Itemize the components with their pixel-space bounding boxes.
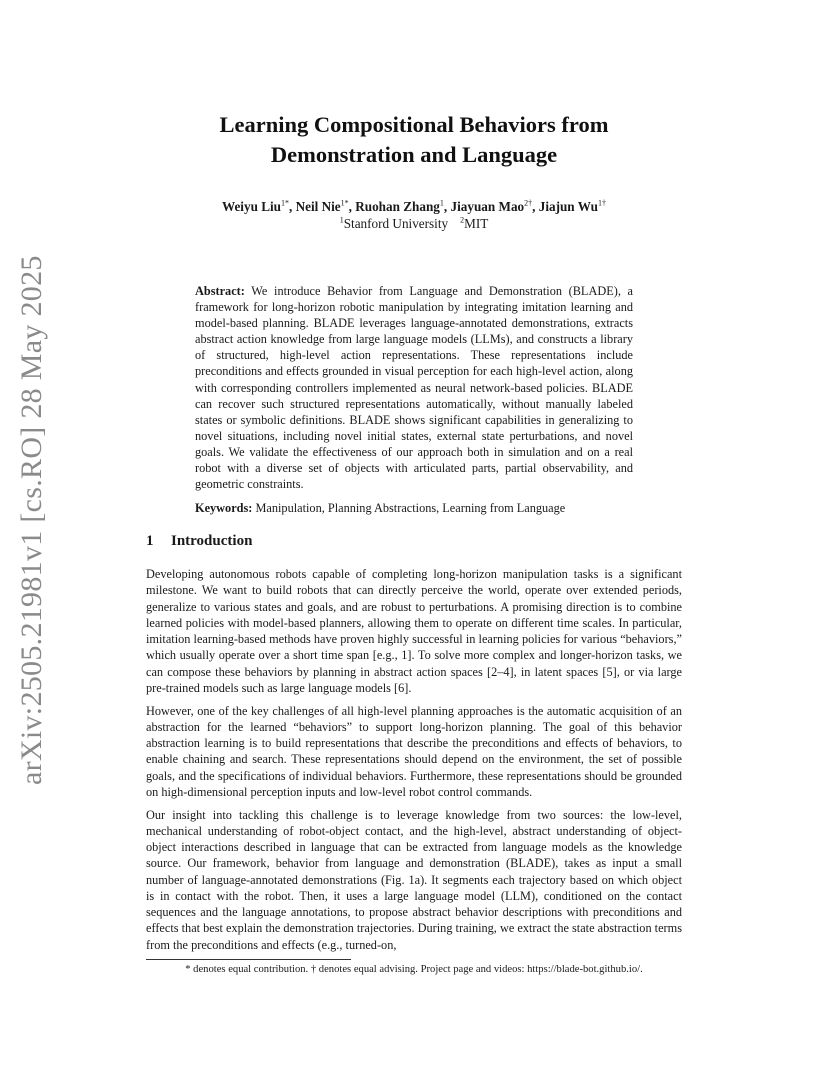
author-mark: 2†	[524, 198, 533, 208]
author-name: Neil Nie	[295, 199, 341, 214]
section-heading	[146, 531, 682, 551]
author-mark: 1*	[340, 198, 349, 208]
author-mark: 1*	[281, 198, 289, 208]
body-paragraph: However, one of the key challenges of all high-level planning approaches is the automatic acquisition of an abstraction for the learned “behaviors” to support long-horizon planning. The goal of this behavior abstraction learning is to build representations that describe the preconditions and effects of behaviors, to enable chaining and search. These representations should depend on the environment, the set of possible goals, and the specifications of individual behaviors. Furthermore, these representations should be grounded on high-dimensional perception inputs and low-level robot control commands.	[146, 703, 682, 799]
affiliation-name: Stanford University	[343, 216, 449, 231]
footnote-divider	[146, 959, 351, 960]
author-name: Weiyu Liu	[222, 199, 281, 214]
affiliation-name: MIT	[464, 216, 489, 231]
abstract	[195, 283, 633, 492]
arxiv-identifier-stamp: arXiv:2505.21981v1 [cs.RO] 28 May 2025	[15, 255, 48, 785]
body-paragraph: Our insight into tackling this challenge is to leverage knowledge from two sources: the low-level, mechanical understanding of robot-object contact, and the high-level, abstract understanding of object-object interactions described in language that can be extracted from language models as the knowledge source. Our framework, behavior from language and demonstration (BLADE), takes as input a small number of language-annotated demonstrations (Fig. 1a). It segments each trajectory based on which object is in contact with the robot. Then, it uses a large language model (LLM), conditioned on the contact sequences and the language annotations, to propose abstract behavior descriptions with preconditions and effects that best explain the demonstration trajectories. During training, we extract the state abstraction terms from the preconditions and effects (e.g., turned-on,	[146, 807, 682, 952]
abstract-text: We introduce Behavior from Language and Demonstration (BLADE), a framework for long-horizon robotic manipulation by integrating imitation learning and model-based planning. BLADE leverages language-annotated demonstrations, extracts abstract action knowledge from large language models (LLMs), and constructs a library of structured, high-level action representations. These representations include preconditions and effects grounded in visual perception for each high-level action, along with corresponding controllers implemented as neural network-based policies. BLADE can recover such structured representations automatically, without manually labeled states or symbolic definitions. BLADE shows significant capabilities in generalizing to novel situations, including novel initial states, external state perturbations, and novel goals. We validate the effectiveness of our approach both in simulation and on a real robot with a diverse set of objects with articulated parts, partial observability, and geometric constraints.	[195, 284, 633, 492]
affiliation-mark: 1	[339, 215, 344, 225]
keywords-label: Keywords:	[195, 501, 253, 515]
section-number: 1	[146, 533, 154, 549]
author-name: Ruohan Zhang	[355, 199, 440, 214]
author-name: Jiajun Wu	[538, 199, 598, 214]
paper-title: Learning Compositional Behaviors from Demonstration and Language	[219, 112, 609, 167]
affiliation-mark: 2	[460, 215, 465, 225]
author-mark: 1	[439, 198, 444, 208]
author-name: Jiayuan Mao	[450, 199, 525, 214]
keywords	[195, 500, 633, 516]
author-mark: 1†	[598, 198, 606, 208]
introduction-body	[146, 566, 682, 959]
body-paragraph: Developing autonomous robots capable of completing long-horizon manipulation tasks is a significant milestone. We want to build robots that can directly perceive the world, operate over extended periods, generalize to various states and goals, and are robust to perturbations. A promising direction is to combine learned policies with model-based planners, allowing them to operate on different time scales. In particular, imitation learning-based methods have proven highly successful in learning policies for various “behaviors,” which usually operate over a short time span [e.g., 1]. To solve more complex and longer-horizon tasks, we can compose these behaviors by planning in abstract action spaces [2–4], in latent spaces [5], or via large pre-trained models such as large language models [6].	[146, 567, 682, 695]
footnote: * denotes equal contribution. † denotes equal advising. Project page and videos: https://blade-bot.github.io/.	[185, 964, 643, 975]
section-title: Introduction	[171, 533, 253, 549]
author-list: Weiyu Liu$^{1*}$, Neil Nie$^{1*}$, Ruohan Zhang$^1$, Jiayuan Mao$^{2\dagger}$, Jiajun $Wu^{1\dagger}$	[222, 198, 606, 214]
affiliation-list	[160, 215, 668, 232]
abstract-label: Abstract:	[195, 284, 245, 298]
keywords-text: Manipulation, Planning Abstractions, Learning from Language	[255, 501, 566, 515]
